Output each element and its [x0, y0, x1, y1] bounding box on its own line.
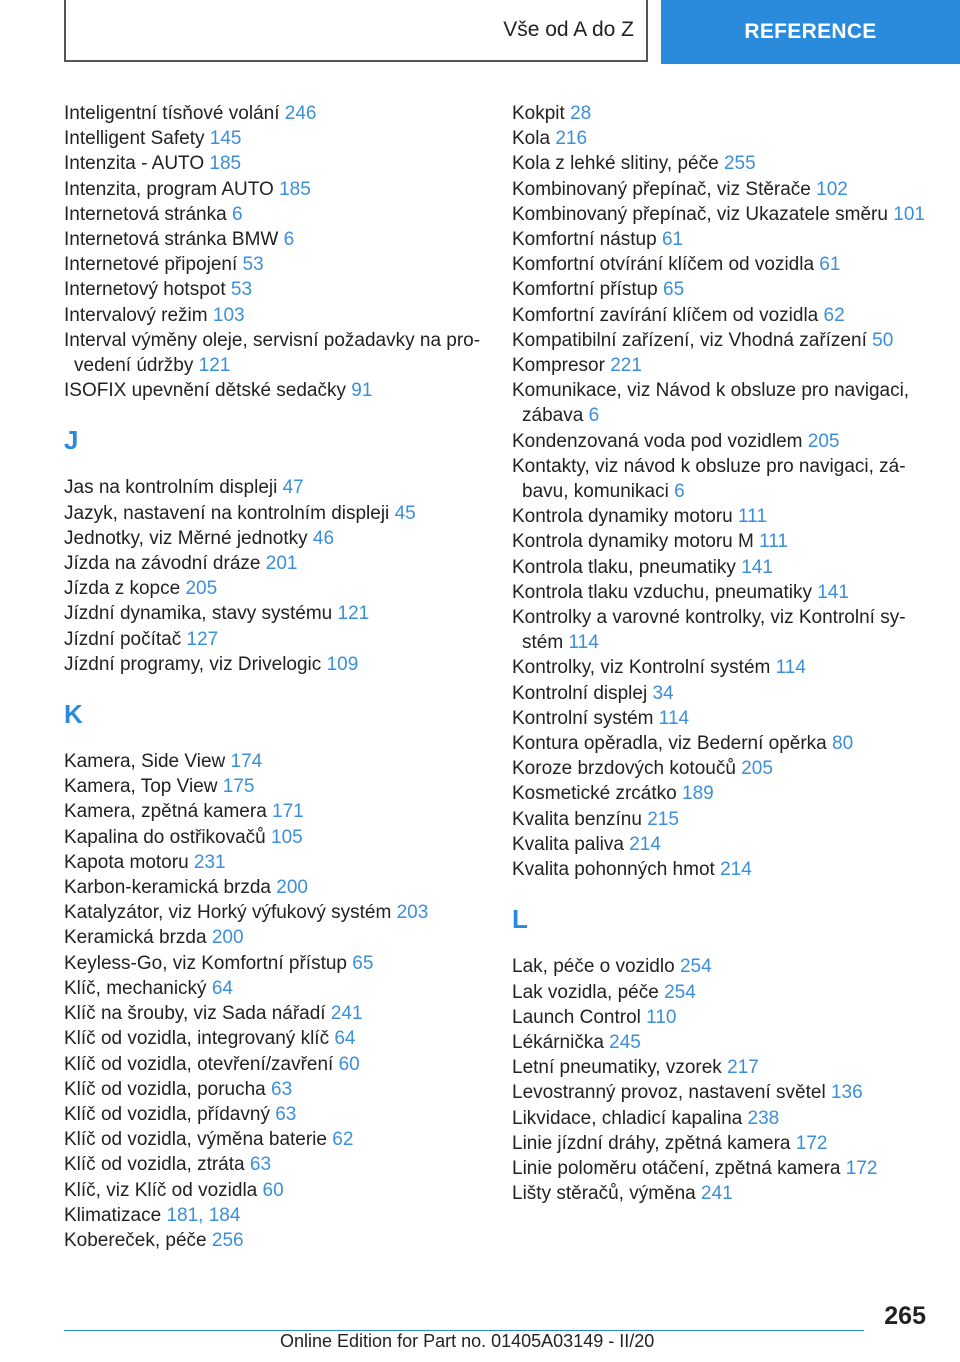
index-entry-term: Kontrola dynamiky motoru [512, 506, 733, 528]
index-entry [64, 749, 484, 774]
index-column-left [64, 101, 484, 1253]
index-entry-page-link[interactable]: 91 [351, 380, 373, 402]
index-entry-term: Jízdní dynamika, stavy systému [64, 603, 333, 625]
index-entry [64, 303, 484, 328]
page-header [0, 0, 960, 66]
index-entry-page-link[interactable]: 205 [741, 758, 773, 780]
index-entry-page-link[interactable]: 185 [279, 178, 311, 200]
index-entry-page-link[interactable]: 172 [795, 1132, 828, 1154]
index-entry [512, 429, 932, 454]
index-entry-term: Internetová stránka [64, 203, 227, 225]
index-entry [512, 655, 932, 680]
index-entry [512, 1156, 932, 1181]
index-entry-page-link[interactable]: 50 [872, 329, 894, 351]
index-entry [64, 202, 484, 227]
index-entry-term: Kola z lehké slitiny, péče [512, 153, 719, 175]
index-entry-term: Kosmetické zrcátko [512, 783, 677, 805]
index-entry [64, 900, 484, 925]
index-entry [64, 1026, 484, 1051]
index-entry-page-link[interactable]: 231 [193, 851, 226, 873]
index-entry-term: Letní pneumatiky, vzorek [512, 1057, 722, 1079]
index-entry [512, 756, 932, 781]
index-entry-page-link[interactable]: 110 [646, 1006, 677, 1028]
index-column-right [512, 101, 932, 1206]
reference-tab-label: REFERENCE [744, 20, 877, 43]
index-entry-page-link[interactable]: 109 [326, 653, 359, 675]
index-entry-page-link[interactable]: 28 [570, 103, 592, 124]
index-entry-page-link[interactable]: 34 [652, 682, 674, 704]
index-entry-page-link[interactable]: 60 [338, 1053, 360, 1075]
index-entry-page-link[interactable]: 121 [198, 355, 231, 377]
index-entry [64, 1228, 484, 1253]
index-entry [64, 227, 484, 252]
index-entry-page-link[interactable]: 53 [242, 254, 264, 276]
index-entry [64, 1052, 484, 1077]
index-entry-page-link[interactable]: 254 [679, 956, 712, 978]
index-entry-page-link[interactable]: 121 [337, 603, 370, 625]
index-entry-term: Koroze brzdových kotoučů [512, 758, 736, 780]
index-entry-page-link[interactable]: 241 [330, 1003, 363, 1025]
index-entry-page-link[interactable]: 6 [283, 229, 295, 251]
index-entry-term: Jednotky, viz Měrné jednotky [64, 527, 308, 549]
index-entry [512, 1106, 932, 1131]
index-entry-term: Kontura opěradla, viz Bederní opěrka [512, 733, 827, 755]
index-entry [64, 526, 484, 551]
index-entry [64, 501, 484, 526]
index-entry [512, 980, 932, 1005]
index-entry-term: Kamera, Side View [64, 751, 226, 773]
index-entry-term: Inteligentní tísňové volání [64, 103, 280, 124]
index-entry [64, 1127, 484, 1152]
index-entry-term: Kontrola tlaku vzduchu, pneumatiky [512, 581, 812, 603]
index-entry [64, 151, 484, 176]
index-entry-page-link[interactable]: 141 [817, 581, 849, 603]
index-entry-page-link[interactable]: 217 [727, 1057, 759, 1079]
index-entry-term: Klíč, mechanický [64, 977, 207, 999]
index-entry-term: Komfortní nástup [512, 229, 657, 251]
index-entry [64, 252, 484, 277]
index-entry-page-link[interactable]: 114 [775, 657, 806, 679]
index-entry [512, 454, 932, 504]
index-entry-page-link[interactable]: 64 [334, 1028, 356, 1050]
index-entry [64, 1077, 484, 1102]
index-entry-term: Kontakty, viz návod k obsluze pro navigaci, zábavu, komunikaci [512, 455, 906, 503]
index-entry-page-link[interactable]: 63 [271, 1078, 293, 1100]
index-entry-page-link[interactable]: 214 [720, 859, 752, 881]
index-entry [512, 177, 932, 202]
index-entry-page-link[interactable]: 47 [282, 477, 304, 499]
index-entry-term: Klíč od vozidla, ztráta [64, 1154, 245, 1176]
index-entry-page-link[interactable]: 101 [893, 203, 925, 225]
index-entry-term: Kombinovaný přepínač, viz Stěrače [512, 178, 811, 200]
index-entry-term: Linie poloměru otáčení, zpětná kamera [512, 1157, 841, 1179]
index-entry-page-link[interactable]: 256 [211, 1229, 244, 1251]
index-entry [64, 627, 484, 652]
index-entry-term: Intenzita - AUTO [64, 153, 205, 175]
index-entry-page-link[interactable]: 141 [741, 556, 773, 578]
index-entry [64, 976, 484, 1001]
index-entry-page-link[interactable]: 200 [211, 927, 244, 949]
index-entry-term: Komfortní zavírání klíčem od vozidla [512, 304, 819, 326]
index-entry-term: Kombinovaný přepínač, viz Ukazatele směru [512, 203, 888, 225]
index-entry-page-link[interactable]: 102 [816, 178, 848, 200]
index-entry-term: Kontrolky, viz Kontrolní systém [512, 657, 771, 679]
index-entry-page-link[interactable]: 111 [738, 506, 767, 528]
index-entry-term: Komfortní otvírání klíčem od vozidla [512, 254, 815, 276]
index-entry [512, 277, 932, 302]
index-entry-term: Jazyk, nastavení na kontrolním displeji [64, 502, 390, 524]
index-entry-term: Lékárnička [512, 1031, 604, 1053]
index-entry-page-link[interactable]: 103 [212, 304, 245, 326]
section-title-box [64, 0, 648, 62]
index-entry [64, 277, 484, 302]
index-entry [512, 504, 932, 529]
index-entry-term: Karbon-keramická brzda [64, 877, 271, 899]
index-entry-page-link[interactable]: 201 [265, 553, 298, 575]
index-entry-term: Kamera, Top View [64, 776, 218, 798]
index-entry-page-link[interactable]: 203 [396, 902, 429, 924]
index-entry-term: Kontrolní displej [512, 682, 648, 704]
index-entry-page-link[interactable]: 6 [588, 405, 600, 427]
index-entry-term: Klimatizace [64, 1204, 162, 1226]
index-entry-term: Kapota motoru [64, 851, 189, 873]
index-entry-page-link[interactable]: 63 [249, 1154, 272, 1176]
index-entry-page-link[interactable]: 60 [262, 1179, 284, 1201]
index-entry-term: Jas na kontrolním displeji [64, 477, 278, 499]
index-entry-page-link[interactable]: 175 [222, 776, 255, 798]
index-entry-term: Keramická brzda [64, 927, 207, 949]
index-entry [64, 601, 484, 626]
index-entry-page-link[interactable]: 105 [271, 826, 303, 848]
index-entry [512, 555, 932, 580]
index-entry-page-link[interactable]: 63 [275, 1103, 297, 1125]
index-entry-page-link[interactable]: 215 [647, 808, 679, 830]
index-entry-term: Lišty stěračů, výměna [512, 1183, 696, 1205]
index-entry [64, 126, 484, 151]
index-entry [512, 126, 932, 151]
index-entry [64, 1203, 484, 1228]
section-title: Vše od A do Z [503, 18, 634, 41]
index-entry-page-link[interactable]: 214 [629, 833, 661, 855]
index-entry-term: Likvidace, chladicí kapalina [512, 1107, 743, 1129]
index-entry [512, 353, 932, 378]
index-entry [512, 1131, 932, 1156]
index-entry-page-link[interactable]: 145 [209, 128, 242, 150]
index-entry-term: Kompatibilní zařízení, viz Vhodná zařízení [512, 329, 867, 351]
index-entry-term: Kokpit [512, 103, 565, 124]
index-entry-term: Klíč na šrouby, viz Sada nářadí [64, 1003, 326, 1025]
index-entry-page-link[interactable]: 80 [832, 733, 854, 755]
index-entry [512, 227, 932, 252]
index-entry-term: Klíč od vozidla, integrovaný klíč [64, 1028, 330, 1050]
index-entry [512, 781, 932, 806]
index-entry-page-link[interactable]: 189 [682, 783, 714, 805]
index-entry-page-link[interactable]: 246 [284, 103, 317, 124]
index-entry-page-link[interactable]: 127 [186, 628, 219, 650]
index-entry-page-link[interactable]: 174 [230, 751, 263, 773]
index-entry-page-link[interactable]: 185 [209, 153, 242, 175]
index-entry-term: Lak, péče o vozidlo [512, 956, 675, 978]
index-entry [64, 328, 484, 378]
index-entry [64, 576, 484, 601]
index-entry [512, 101, 932, 126]
index-entry [64, 1001, 484, 1026]
index-entry-page-link[interactable]: 65 [663, 279, 685, 301]
index-entry [64, 378, 484, 403]
index-entry [64, 875, 484, 900]
index-entry [64, 475, 484, 500]
footer-edition: Online Edition for Part no. 01405A03149 - II/20 [280, 1331, 655, 1351]
index-entry-page-link[interactable]: 205 [185, 578, 218, 600]
index-entry-term: Komunikace, viz Návod k obsluze pro navigaci, zábava [512, 380, 910, 427]
index-entry [512, 807, 932, 832]
index-entry [64, 1102, 484, 1127]
page-number: 265 [884, 1302, 926, 1330]
index-entry-page-link[interactable]: 136 [830, 1082, 863, 1104]
index-entry-page-link[interactable]: 61 [661, 229, 684, 251]
index-entry [512, 529, 932, 554]
index-entry-page-link[interactable]: 61 [819, 254, 841, 276]
index-entry-term: Kontrolní systém [512, 707, 654, 729]
index-entry-page-link[interactable]: 53 [230, 279, 253, 301]
index-entry-page-link[interactable]: 172 [845, 1157, 878, 1179]
index-entry-page-link[interactable]: 216 [555, 128, 588, 150]
index-entry [64, 177, 484, 202]
index-entry-term: Kvalita benzínu [512, 808, 642, 830]
index-entry-term: Kvalita pohonných hmot [512, 859, 715, 881]
index-entry-term: Jízdní počítač [64, 628, 182, 650]
index-entry-term: Kobereček, péče [64, 1229, 207, 1251]
index-entry [64, 1178, 484, 1203]
index-entry [512, 731, 932, 756]
index-entry-term: Klíč od vozidla, výměna baterie [64, 1129, 327, 1151]
index-entry-term: Launch Control [512, 1006, 641, 1028]
index-entry-term: Klíč, viz Klíč od vozidla [64, 1179, 258, 1201]
index-entry-term: Levostranný provoz, nastavení světel [512, 1082, 826, 1104]
index-entry-page-link[interactable]: 65 [352, 952, 374, 974]
index-entry-page-link[interactable]: 114 [658, 707, 690, 729]
index-entry-term: Kvalita paliva [512, 833, 624, 855]
index-entry [64, 799, 484, 824]
index-entry-page-link[interactable]: 200 [276, 877, 308, 899]
index-entry-term: Kondenzovaná voda pod vozidlem [512, 430, 803, 452]
index-letter-heading: L [512, 904, 528, 935]
index-entry-term: Klíč od vozidla, přídavný [64, 1103, 270, 1125]
index-entry-term: Jízda na závodní dráze [64, 553, 261, 575]
index-entry-term: Kamera, zpětná kamera [64, 801, 267, 823]
index-entry [512, 706, 932, 731]
index-entry-page-link[interactable]: 45 [394, 502, 416, 524]
index-entry-term: Jízda z kopce [64, 578, 181, 600]
index-entry-term: Klíč od vozidla, otevření/zavření [64, 1053, 334, 1075]
index-entry [512, 378, 932, 428]
index-entry-page-link[interactable]: 241 [701, 1183, 733, 1205]
index-entry [512, 857, 932, 882]
index-entry-page-link[interactable]: 205 [807, 430, 840, 452]
index-entry-term: Klíč od vozidla, porucha [64, 1078, 266, 1100]
index-entry-term: Jízdní programy, viz Drivelogic [64, 653, 322, 675]
index-entry [512, 1030, 932, 1055]
index-entry-term: Internetový hotspot [64, 279, 226, 301]
index-entry-page-link[interactable]: 6 [674, 481, 685, 503]
index-entry-page-link[interactable]: 254 [664, 981, 696, 1003]
index-entry-page-link[interactable]: 62 [332, 1129, 354, 1151]
index-entry-term: Kompresor [512, 355, 605, 377]
index-entry [512, 580, 932, 605]
index-entry [512, 1181, 932, 1206]
index-entry-page-link[interactable]: 62 [823, 304, 845, 326]
index-entry-page-link[interactable]: 64 [211, 977, 233, 999]
index-entry [64, 101, 484, 126]
index-entry [512, 151, 932, 176]
index-entry-term: ISOFIX upevnění dětské sedačky [64, 380, 346, 402]
index-entry-page-link[interactable]: 255 [723, 153, 756, 175]
index-entry [64, 925, 484, 950]
index-entry [512, 605, 932, 655]
reference-tab[interactable] [661, 0, 960, 64]
index-entry [512, 954, 932, 979]
index-entry-term: Kapalina do ostřikovačů [64, 826, 266, 848]
index-entry [64, 825, 484, 850]
index-entry-page-link[interactable]: 245 [609, 1031, 641, 1053]
index-entry-page-link[interactable]: 111 [759, 531, 788, 553]
index-letter-heading: J [64, 425, 79, 456]
index-entry-page-link[interactable]: 181, 184 [166, 1204, 241, 1226]
index-entry-page-link[interactable]: 46 [312, 527, 335, 549]
index-entry-term: Kontrolky a varovné kontrolky, viz Kontrolní systém [512, 607, 906, 654]
index-entry-term: Interval výměny oleje, servisní požadavky na provedení údržby [64, 329, 481, 377]
index-entry-term: Internetové připojení [64, 254, 238, 276]
index-entry [512, 1005, 932, 1030]
index-entry-term: Kontrola dynamiky motoru M [512, 531, 754, 553]
index-entry [64, 551, 484, 576]
index-entry-page-link[interactable]: 238 [747, 1107, 780, 1129]
index-entry [512, 1055, 932, 1080]
index-entry-term: Kola [512, 128, 551, 150]
index-entry-term: Intenzita, program AUTO [64, 178, 274, 200]
index-entry-term: Komfortní přístup [512, 279, 658, 301]
index-entry [512, 681, 932, 706]
index-entry [512, 328, 932, 353]
index-entry [64, 1152, 484, 1177]
index-entry-term: Keyless-Go, viz Komfortní přístup [64, 952, 347, 974]
index-entry [64, 652, 484, 677]
index-entry [512, 1080, 932, 1105]
index-entry-page-link[interactable]: 171 [272, 801, 304, 823]
index-entry-page-link[interactable]: 6 [231, 203, 243, 225]
index-letter-heading: K [64, 699, 83, 730]
index-entry [512, 252, 932, 277]
index-entry-term: Internetová stránka BMW [64, 229, 279, 251]
index-entry-term: Kontrola tlaku, pneumatiky [512, 556, 736, 578]
index-entry-term: Katalyzátor, viz Horký výfukový systém [64, 902, 392, 924]
index-entry [64, 850, 484, 875]
index-entry [64, 774, 484, 799]
index-entry [512, 303, 932, 328]
index-entry-page-link[interactable]: 221 [610, 355, 642, 377]
index-entry [512, 832, 932, 857]
index-entry-term: Linie jízdní dráhy, zpětná kamera [512, 1132, 791, 1154]
index-entry-page-link[interactable]: 114 [568, 632, 599, 654]
index-entry-term: Lak vozidla, péče [512, 981, 659, 1003]
index-entry [512, 202, 932, 227]
index-entry [64, 951, 484, 976]
index-entry-term: Intervalový režim [64, 304, 208, 326]
index-entry-term: Intelligent Safety [64, 128, 205, 150]
